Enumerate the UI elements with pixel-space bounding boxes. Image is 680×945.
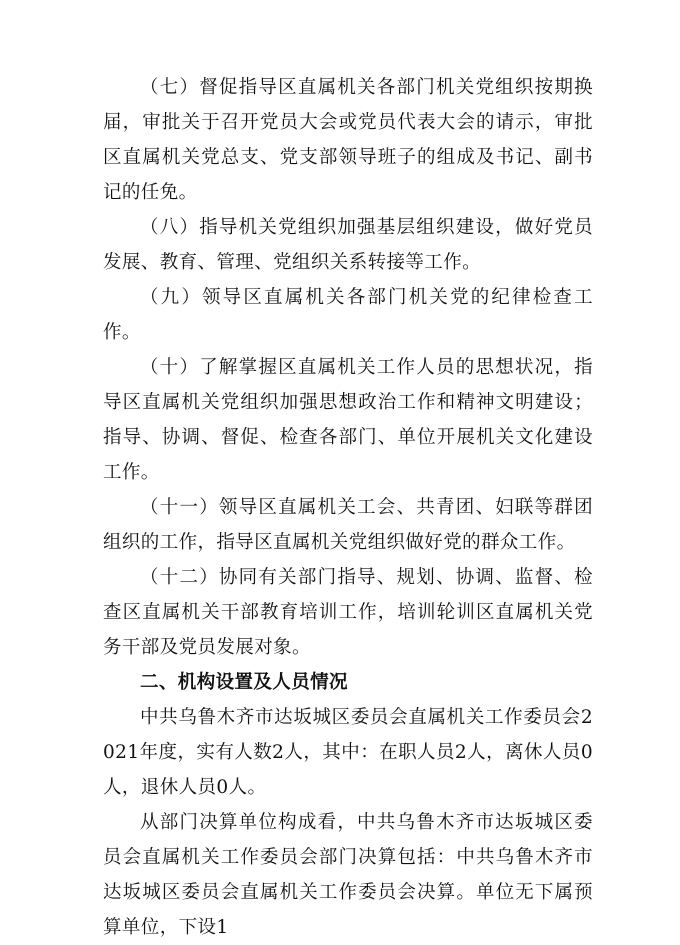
paragraph-duty-9: （九）领导区直属机关各部门机关党的纪律检查工作。 xyxy=(103,287,593,343)
paragraph-budget-units: 从部门决算单位构成看，中共乌鲁木齐市达坂城区委员会直属机关工作委员会部门决算包括：中共乌鲁木齐市达坂城区委员会直属机关工作委员会决算。单位无下属预算单位，下设1 xyxy=(103,812,593,938)
document-page xyxy=(103,70,593,945)
paragraph-duty-7: （七）督促指导区直属机关各部门机关党组织按期换届，审批关于召开党员大会或党员代表大会的请示，审批区直属机关党总支、党支部领导班子的组成及书记、副书记的任免。 xyxy=(103,77,593,203)
paragraph-duty-10: （十）了解掌握区直属机关工作人员的思想状况，指导区直属机关党组织加强思想政治工作和精神文明建设；指导、协调、督促、检查各部门、单位开展机关文化建设工作。 xyxy=(103,357,593,483)
paragraph-duty-11: （十一）领导区直属机关工会、共青团、妇联等群团组织的工作，指导区直属机关党组织做好党的群众工作。 xyxy=(103,497,593,553)
paragraph-duty-8: （八）指导机关党组织加强基层组织建设，做好党员发展、教育、管理、党组织关系转接等工作。 xyxy=(103,217,593,273)
paragraph-staffing: 中共乌鲁木齐市达坂城区委员会直属机关工作委员会2021年度，实有人数2人，其中：在职人员2人，离休人员0人，退休人员0人。 xyxy=(103,707,593,798)
paragraph-duty-12: （十二）协同有关部门指导、规划、协调、监督、检查区直属机关干部教育培训工作，培训轮训区直属机关党务干部及党员发展对象。 xyxy=(103,567,593,658)
section-heading: 二、机构设置及人员情况 xyxy=(140,672,348,693)
